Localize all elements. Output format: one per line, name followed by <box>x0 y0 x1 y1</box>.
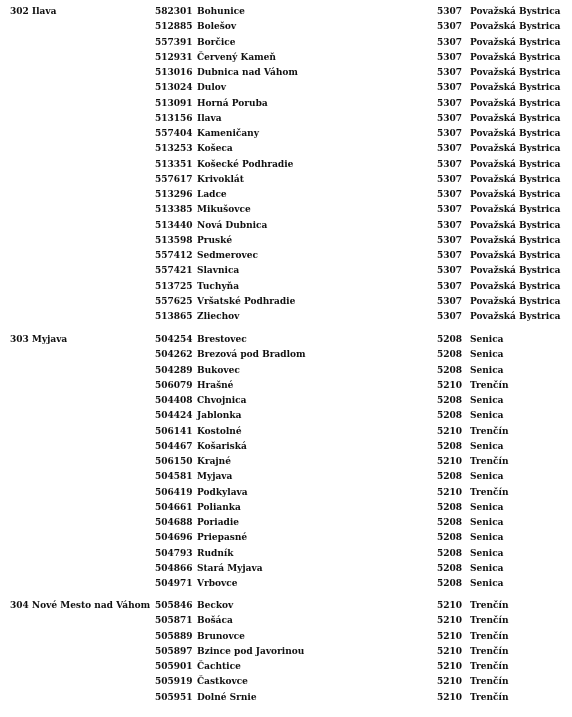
municipality-row <box>0 676 572 691</box>
registry-district-code: 5210 <box>437 646 463 657</box>
registry-district-name: Považská Bystrica <box>470 37 561 48</box>
municipality-name: Dubnica nad Váhom <box>197 68 298 78</box>
registry-district-code: 5210 <box>437 616 463 627</box>
municipality-name: Sedmerovec <box>197 251 258 261</box>
district-label: 302 Ilava <box>10 7 57 17</box>
municipality-row <box>0 349 572 364</box>
municipality-code: 557391 <box>155 37 193 48</box>
registry-district-code: 5307 <box>437 266 463 277</box>
municipality-row <box>0 365 572 380</box>
registry-district-code: 5210 <box>437 487 463 498</box>
municipality-name: Zliechov <box>197 312 240 322</box>
registry-district-code: 5307 <box>437 7 463 17</box>
registry-district-code: 5208 <box>437 502 463 513</box>
registry-district-name: Považská Bystrica <box>470 312 561 322</box>
municipality-row <box>0 380 572 395</box>
registry-district-name: Senica <box>470 441 504 452</box>
municipality-name: Košariská <box>197 441 247 452</box>
registry-district-code: 5210 <box>437 601 463 611</box>
municipality-row <box>0 441 572 456</box>
registry-district-name: Senica <box>470 563 504 574</box>
registry-district-code: 5307 <box>437 205 463 216</box>
municipality-row <box>0 600 572 615</box>
municipality-row <box>0 113 572 128</box>
municipality-row <box>0 128 572 143</box>
municipality-name: Kostolné <box>197 426 242 437</box>
registry-district-name: Trenčín <box>470 662 509 672</box>
registry-district-name: Trenčín <box>470 457 509 467</box>
registry-district-code: 5208 <box>437 579 463 589</box>
municipality-name: Košeca <box>197 144 233 155</box>
registry-district-name: Považská Bystrica <box>470 235 561 246</box>
registry-district-code: 5208 <box>437 548 463 559</box>
municipality-code: 506150 <box>155 457 193 467</box>
municipality-name: Bohunice <box>197 7 245 17</box>
registry-district-code: 5307 <box>437 159 463 170</box>
registry-district-name: Trenčín <box>470 487 509 498</box>
registry-district-name: Trenčín <box>470 646 509 657</box>
municipality-name: Brestovec <box>197 335 247 345</box>
registry-district-name: Považská Bystrica <box>470 98 561 109</box>
municipality-row <box>0 235 572 250</box>
municipality-name: Vršatské Podhradie <box>197 296 296 307</box>
registry-district-name: Trenčín <box>470 677 509 688</box>
municipality-code: 513725 <box>155 281 193 292</box>
municipality-code: 513440 <box>155 220 193 231</box>
municipality-row <box>0 189 572 204</box>
municipality-row <box>0 410 572 425</box>
registry-district-name: Senica <box>470 548 504 559</box>
registry-district-name: Senica <box>470 411 504 422</box>
municipality-code: 557421 <box>155 266 193 277</box>
municipality-row <box>0 21 572 36</box>
municipality-row <box>0 646 572 661</box>
municipality-row <box>0 487 572 502</box>
municipality-code: 504289 <box>155 365 193 376</box>
registry-district-code: 5307 <box>437 281 463 292</box>
municipality-name: Častkovce <box>197 677 248 688</box>
registry-district-name: Senica <box>470 579 504 589</box>
municipality-code: 557617 <box>155 174 193 185</box>
registry-district-name: Považská Bystrica <box>470 296 561 307</box>
municipality-code: 504866 <box>155 563 193 574</box>
registry-district-name: Senica <box>470 472 504 483</box>
registry-district-name: Trenčín <box>470 426 509 437</box>
municipality-row <box>0 98 572 113</box>
municipality-name: Kameničany <box>197 129 259 139</box>
registry-district-code: 5208 <box>437 396 463 406</box>
municipality-name: Bukovec <box>197 365 240 376</box>
registry-district-code: 5210 <box>437 677 463 688</box>
registry-district-code: 5210 <box>437 692 463 703</box>
municipality-name: Beckov <box>197 601 234 611</box>
registry-district-code: 5307 <box>437 52 463 63</box>
registry-district-name: Senica <box>470 335 504 345</box>
municipality-row <box>0 615 572 630</box>
municipality-name: Poriadie <box>197 518 239 528</box>
registry-district-code: 5307 <box>437 37 463 48</box>
municipality-code: 513351 <box>155 159 193 170</box>
registry-district-name: Považská Bystrica <box>470 205 561 216</box>
municipality-name: Stará Myjava <box>197 563 263 574</box>
municipality-code: 504467 <box>155 441 193 452</box>
municipality-row <box>0 334 572 349</box>
municipality-row <box>0 661 572 676</box>
registry-district-name: Senica <box>470 502 504 513</box>
municipality-code: 513865 <box>155 312 193 322</box>
municipality-row <box>0 250 572 265</box>
municipality-row <box>0 631 572 646</box>
municipality-code: 504424 <box>155 411 193 422</box>
municipality-code: 557404 <box>155 129 193 139</box>
municipality-name: Borčice <box>197 37 236 48</box>
municipality-code: 504254 <box>155 335 193 345</box>
district-label: 304 Nové Mesto nad Váhom <box>10 601 151 611</box>
municipality-name: Krajné <box>197 457 231 467</box>
municipality-name: Ilava <box>197 113 222 124</box>
municipality-name: Bzince pod Javorinou <box>197 646 305 657</box>
registry-district-code: 5208 <box>437 411 463 422</box>
municipality-name: Bošáca <box>197 616 233 627</box>
registry-district-name: Senica <box>470 518 504 528</box>
registry-district-name: Považská Bystrica <box>470 220 561 231</box>
municipality-name: Priepasné <box>197 533 248 544</box>
registry-district-name: Trenčín <box>470 601 509 611</box>
registry-district-name: Považská Bystrica <box>470 52 561 63</box>
municipality-code: 504262 <box>155 350 193 361</box>
municipality-code: 504696 <box>155 533 193 544</box>
registry-district-code: 5307 <box>437 68 463 78</box>
municipality-code: 504688 <box>155 518 193 528</box>
registry-district-code: 5307 <box>437 129 463 139</box>
municipality-row <box>0 82 572 97</box>
municipality-row <box>0 426 572 441</box>
registry-district-name: Považská Bystrica <box>470 68 561 78</box>
municipality-name: Horná Poruba <box>197 98 268 109</box>
registry-district-name: Považská Bystrica <box>470 113 561 124</box>
registry-district-name: Považská Bystrica <box>470 129 561 139</box>
registry-district-name: Senica <box>470 533 504 544</box>
municipality-code: 506141 <box>155 426 193 437</box>
municipality-row <box>0 578 572 593</box>
registry-district-code: 5210 <box>437 631 463 642</box>
registry-district-code: 5208 <box>437 472 463 483</box>
registry-district-code: 5210 <box>437 380 463 391</box>
municipality-code: 505897 <box>155 646 193 657</box>
municipality-code: 513296 <box>155 190 193 200</box>
municipality-row <box>0 532 572 547</box>
registry-district-code: 5307 <box>437 144 463 155</box>
registry-district-code: 5307 <box>437 98 463 109</box>
municipality-code: 513385 <box>155 205 193 216</box>
municipality-name: Hrašné <box>197 380 234 391</box>
registry-district-name: Považská Bystrica <box>470 159 561 170</box>
municipality-row <box>0 143 572 158</box>
municipality-name: Krivoklát <box>197 174 244 185</box>
registry-district-code: 5307 <box>437 174 463 185</box>
municipality-name: Slavnica <box>197 266 240 277</box>
registry-district-name: Považská Bystrica <box>470 7 561 17</box>
municipality-row <box>0 517 572 532</box>
registry-district-code: 5307 <box>437 83 463 94</box>
registry-district-name: Považská Bystrica <box>470 266 561 277</box>
registry-district-code: 5210 <box>437 662 463 672</box>
municipality-code: 513253 <box>155 144 193 155</box>
municipality-code: 557412 <box>155 251 193 261</box>
municipality-name: Nová Dubnica <box>197 220 268 231</box>
municipality-name: Pruské <box>197 235 233 246</box>
municipality-row <box>0 220 572 235</box>
municipality-row <box>0 52 572 67</box>
municipality-name: Jablonka <box>197 411 242 422</box>
municipality-row <box>0 692 572 707</box>
registry-district-name: Považská Bystrica <box>470 83 561 94</box>
municipality-code: 505951 <box>155 692 193 703</box>
municipality-name: Bolešov <box>197 22 237 33</box>
registry-district-name: Považská Bystrica <box>470 281 561 292</box>
municipality-code: 504661 <box>155 502 193 513</box>
municipality-code: 505889 <box>155 631 193 642</box>
municipality-row <box>0 204 572 219</box>
municipality-code: 505846 <box>155 601 193 611</box>
municipality-code: 513598 <box>155 235 193 246</box>
registry-district-code: 5307 <box>437 312 463 322</box>
municipality-name: Dulov <box>197 83 226 94</box>
registry-district-code: 5307 <box>437 235 463 246</box>
registry-district-name: Považská Bystrica <box>470 251 561 261</box>
municipality-name: Tuchyňa <box>197 281 240 292</box>
registry-district-code: 5208 <box>437 365 463 376</box>
municipality-row <box>0 395 572 410</box>
municipality-row <box>0 456 572 471</box>
municipality-name: Ladce <box>197 190 227 200</box>
municipality-code: 512885 <box>155 22 193 33</box>
municipality-name: Mikušovce <box>197 205 251 216</box>
municipality-code: 506079 <box>155 380 193 391</box>
registry-district-name: Trenčín <box>470 616 509 627</box>
municipality-row <box>0 37 572 52</box>
registry-district-name: Trenčín <box>470 380 509 391</box>
municipality-code: 505901 <box>155 662 193 672</box>
municipality-row <box>0 311 572 326</box>
registry-district-code: 5307 <box>437 22 463 33</box>
municipality-name: Polianka <box>197 502 241 513</box>
municipality-code: 557625 <box>155 296 193 307</box>
municipality-name: Podkylava <box>197 487 248 498</box>
registry-district-code: 5307 <box>437 251 463 261</box>
municipality-code: 513016 <box>155 68 193 78</box>
municipality-row <box>0 265 572 280</box>
municipality-row <box>0 6 572 21</box>
registry-district-name: Považská Bystrica <box>470 190 561 200</box>
municipality-code: 504971 <box>155 579 193 589</box>
municipality-row <box>0 471 572 486</box>
registry-district-code: 5210 <box>437 457 463 467</box>
registry-district-code: 5307 <box>437 220 463 231</box>
municipality-name: Brunovce <box>197 631 245 642</box>
registry-district-name: Senica <box>470 365 504 376</box>
district-label: 303 Myjava <box>10 335 68 345</box>
registry-district-code: 5210 <box>437 426 463 437</box>
municipality-name: Brezová pod Bradlom <box>197 350 306 361</box>
registry-district-name: Trenčín <box>470 631 509 642</box>
registry-district-code: 5307 <box>437 296 463 307</box>
municipality-name: Myjava <box>197 472 233 483</box>
registry-district-code: 5307 <box>437 113 463 124</box>
municipality-code: 504408 <box>155 396 193 406</box>
municipality-code: 513156 <box>155 113 193 124</box>
registry-district-code: 5208 <box>437 350 463 361</box>
municipality-code: 512931 <box>155 52 193 63</box>
municipality-code: 504793 <box>155 548 193 559</box>
municipality-code: 504581 <box>155 472 193 483</box>
municipality-name: Košecké Podhradie <box>197 159 294 170</box>
registry-district-code: 5307 <box>437 190 463 200</box>
municipality-code: 582301 <box>155 7 193 17</box>
municipality-name: Vrbovce <box>197 579 238 589</box>
registry-district-code: 5208 <box>437 335 463 345</box>
registry-district-name: Považská Bystrica <box>470 144 561 155</box>
municipality-name: Chvojnica <box>197 396 247 406</box>
registry-district-name: Považská Bystrica <box>470 22 561 33</box>
registry-district-name: Trenčín <box>470 692 509 703</box>
municipality-row <box>0 296 572 311</box>
municipality-row <box>0 281 572 296</box>
municipality-name: Dolné Srnie <box>197 692 257 703</box>
municipality-row <box>0 67 572 82</box>
municipality-row <box>0 502 572 517</box>
registry-district-code: 5208 <box>437 533 463 544</box>
municipality-code: 505919 <box>155 677 193 688</box>
registry-district-name: Senica <box>470 350 504 361</box>
registry-district-code: 5208 <box>437 518 463 528</box>
municipality-row <box>0 159 572 174</box>
municipality-name: Čachtice <box>197 662 241 672</box>
municipality-code: 505871 <box>155 616 193 627</box>
municipality-row <box>0 563 572 578</box>
municipality-row <box>0 174 572 189</box>
municipality-code: 513024 <box>155 83 193 94</box>
registry-district-code: 5208 <box>437 441 463 452</box>
registry-district-code: 5208 <box>437 563 463 574</box>
municipality-row <box>0 548 572 563</box>
municipality-name: Červený Kameň <box>197 52 276 63</box>
municipality-name: Rudník <box>197 548 234 559</box>
registry-district-name: Senica <box>470 396 504 406</box>
registry-district-name: Považská Bystrica <box>470 174 561 185</box>
municipality-code: 506419 <box>155 487 193 498</box>
municipality-code: 513091 <box>155 98 193 109</box>
